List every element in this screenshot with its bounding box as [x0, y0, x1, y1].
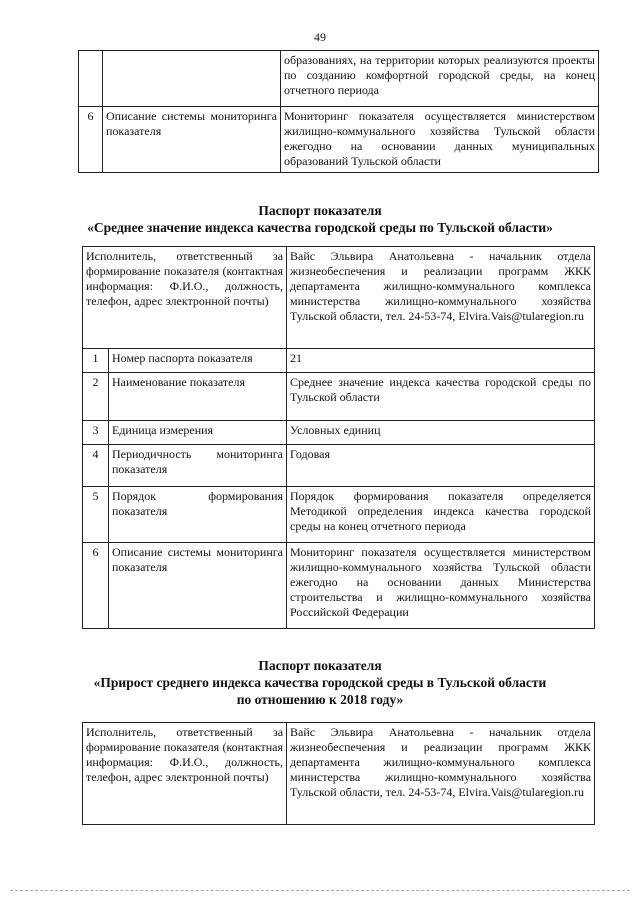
- passport2-heading: [0, 657, 640, 708]
- page-number: 49: [314, 30, 326, 44]
- row-label: Номер паспорта показателя: [109, 349, 287, 373]
- executor-row: [83, 247, 595, 349]
- table-row: [79, 107, 599, 173]
- passport2-heading-line3: по отношению к 2018 году»: [236, 692, 404, 707]
- executor-label: Исполнитель, ответственный за формирование показателя (контактная информация: Ф.И.О., должность, телефон, адрес электронной почты): [83, 723, 287, 825]
- row-number: 1: [83, 349, 109, 373]
- executor-value: Вайс Эльвира Анатольевна - начальник отдела жизнеобеспечения и реализации программ ЖКК департамента жилищно-коммунального комплекса министерства жилищно-коммунального хозяйства Тульской области, тел. 24-53-74, Elvira.Vais@tularegion.ru: [287, 247, 595, 349]
- row-value: Порядок формирования показателя определяется Методикой определения индекса качества городской среды на конец отчетного периода: [287, 487, 595, 543]
- table-row: [79, 51, 599, 107]
- row-label: [103, 51, 281, 107]
- row-label: Периодичность мониторинга показателя: [109, 445, 287, 487]
- executor-label: Исполнитель, ответственный за формирование показателя (контактная информация: Ф.И.О., должность, телефон, адрес электронной почты): [83, 247, 287, 349]
- row-value: Годовая: [287, 445, 595, 487]
- row-number: 6: [79, 107, 103, 173]
- row-value: Мониторинг показателя осуществляется министерством жилищно-коммунального хозяйства Тульской области ежегодно на основании данных муниципальных образований Тульской области: [281, 107, 599, 173]
- row-value: образованиях, на территории которых реализуются проекты по созданию комфортной городской среды, на конец отчетного периода: [281, 51, 599, 107]
- table-row: [83, 445, 595, 487]
- executor-row: [83, 723, 595, 825]
- row-number: [79, 51, 103, 107]
- table-row: [83, 349, 595, 373]
- executor-value: Вайс Эльвира Анатольевна - начальник отдела жизнеобеспечения и реализации программ ЖКК департамента жилищно-коммунального комплекса министерства жилищно-коммунального хозяйства Тульской области, тел. 24-53-74, Elvira.Vais@tularegion.ru: [287, 723, 595, 825]
- row-number: 3: [83, 421, 109, 445]
- passport2-table: [82, 722, 595, 825]
- row-number: 2: [83, 373, 109, 421]
- row-label: Порядок формирования показателя: [109, 487, 287, 543]
- row-label: Описание системы мониторинга показателя: [103, 107, 281, 173]
- passport1-heading-line2: «Среднее значение индекса качества городской среды по Тульской области»: [87, 220, 553, 235]
- table-row: [83, 421, 595, 445]
- continuation-table: [78, 50, 599, 173]
- passport2-heading-line2: «Прирост среднего индекса качества городской среды в Тульской области: [93, 675, 547, 690]
- row-number: 4: [83, 445, 109, 487]
- table-row: [83, 373, 595, 421]
- passport1-table: [82, 246, 595, 629]
- row-label: Наименование показателя: [109, 373, 287, 421]
- table-row: [83, 487, 595, 543]
- passport2-heading-line1: Паспорт показателя: [258, 658, 382, 673]
- table-row: [83, 543, 595, 629]
- row-value: Условных единиц: [287, 421, 595, 445]
- row-value: 21: [287, 349, 595, 373]
- row-value: Среднее значение индекса качества городской среды по Тульской области: [287, 373, 595, 421]
- row-label: Единица измерения: [109, 421, 287, 445]
- row-number: 5: [83, 487, 109, 543]
- passport1-heading: [0, 202, 640, 236]
- row-number: 6: [83, 543, 109, 629]
- passport1-heading-line1: Паспорт показателя: [258, 203, 382, 218]
- row-value: Мониторинг показателя осуществляется министерством жилищно-коммунального хозяйства Тульской области ежегодно на основании данных Министерства строительства и жилищно-коммунального хозяйства Российской Федерации: [287, 543, 595, 629]
- page-bottom-edge: [10, 890, 630, 891]
- row-label: Описание системы мониторинга показателя: [109, 543, 287, 629]
